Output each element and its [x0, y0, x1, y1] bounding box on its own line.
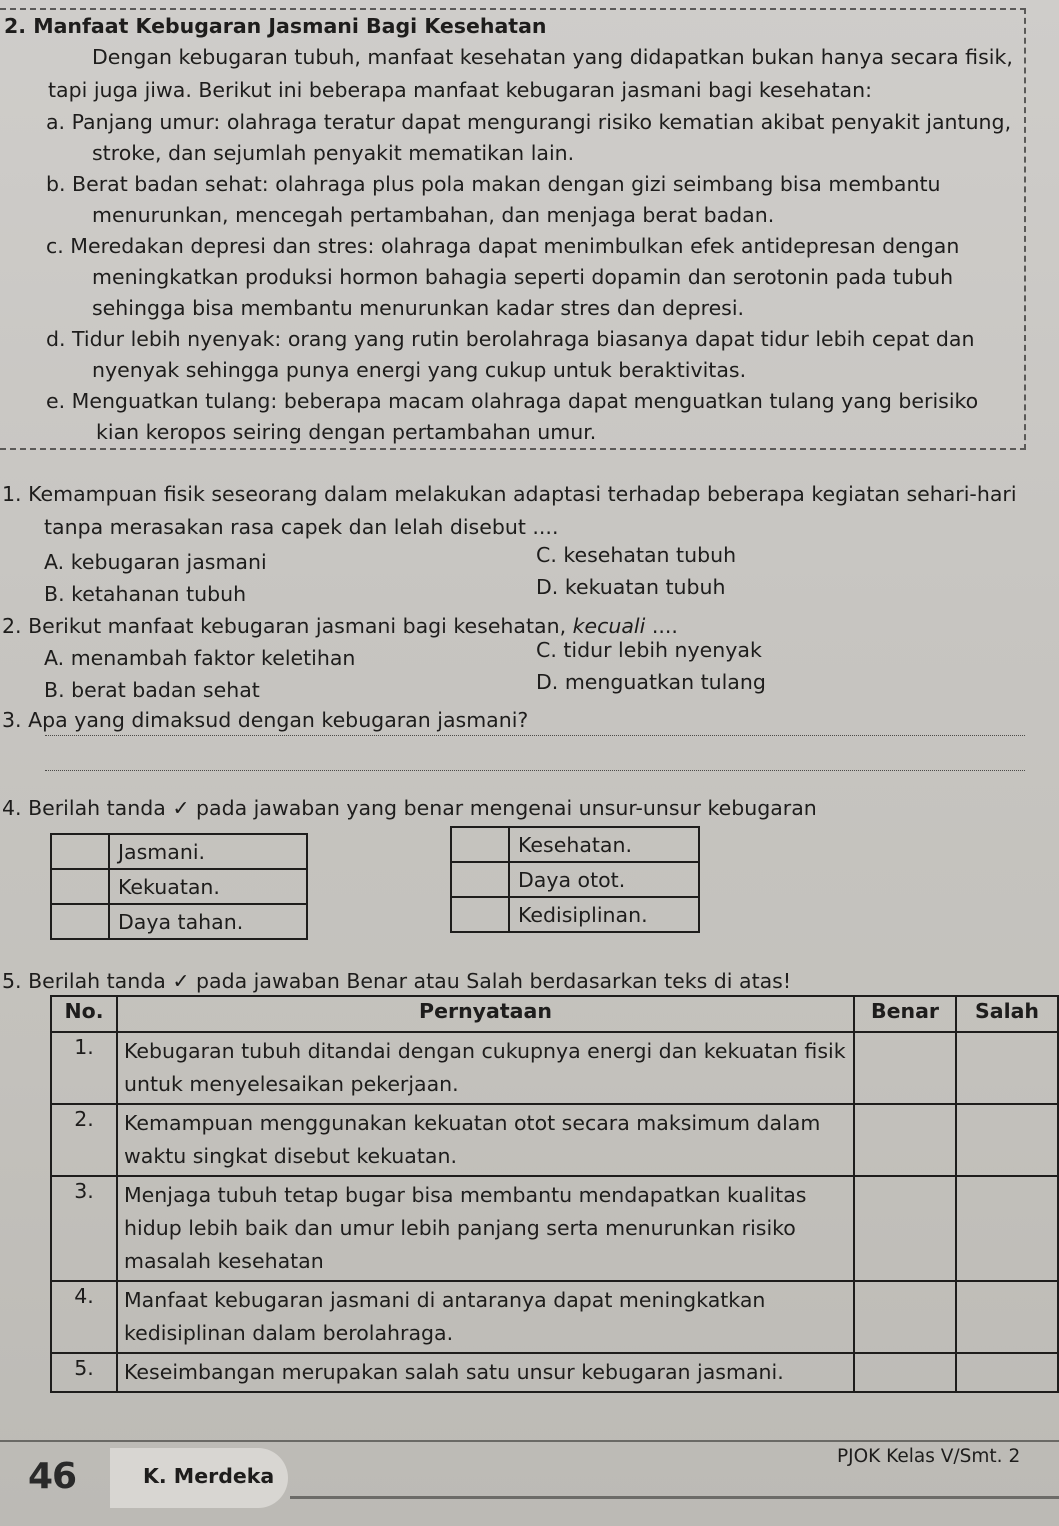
- true-cell[interactable]: [854, 1281, 956, 1353]
- false-cell[interactable]: [956, 1176, 1058, 1281]
- item-label: Kekuatan.: [109, 869, 307, 904]
- benefit-d: d. Tidur lebih nyenyak: orang yang rutin berolahraga biasanya dapat tidur lebih cepat dan: [46, 327, 975, 351]
- col-false: Salah: [956, 996, 1058, 1032]
- false-cell[interactable]: [956, 1104, 1058, 1176]
- checkbox-cell[interactable]: [451, 827, 509, 862]
- q2-option-a[interactable]: A. menambah faktor keletihan: [44, 646, 356, 670]
- table-row: [51, 1176, 1058, 1281]
- table-row: [51, 1032, 1058, 1104]
- question-2-exception: kecuali: [572, 614, 646, 638]
- benefit-c-cont2: sehingga bisa membantu menurunkan kadar stres dan depresi.: [92, 296, 745, 320]
- paragraph-line: tapi juga jiwa. Berikut ini beberapa manfaat kebugaran jasmani bagi kesehatan:: [48, 78, 873, 102]
- table-row: [51, 1353, 1058, 1392]
- true-false-table: [50, 995, 1059, 1393]
- table-row: [51, 1104, 1058, 1176]
- q2-option-b[interactable]: B. berat badan sehat: [44, 678, 260, 702]
- item-label: Jasmani.: [109, 834, 307, 869]
- table-row: [51, 1281, 1058, 1353]
- true-cell[interactable]: [854, 1176, 956, 1281]
- row-number: 1.: [51, 1032, 117, 1104]
- question-2-text: 2. Berikut manfaat kebugaran jasmani bagi kesehatan,: [2, 614, 573, 638]
- answer-line[interactable]: [45, 770, 1025, 771]
- checkbox-cell[interactable]: [51, 834, 109, 869]
- item-label: Kedisiplinan.: [509, 897, 699, 932]
- row-number: 3.: [51, 1176, 117, 1281]
- checkbox-cell[interactable]: [51, 869, 109, 904]
- item-label: Kesehatan.: [509, 827, 699, 862]
- true-cell[interactable]: [854, 1032, 956, 1104]
- paragraph-line: Dengan kebugaran tubuh, manfaat kesehatan yang didapatkan bukan hanya secara fisik,: [92, 45, 1013, 69]
- item-label: Daya tahan.: [109, 904, 307, 939]
- section-heading: 2. Manfaat Kebugaran Jasmani Bagi Kesehatan: [4, 14, 547, 38]
- benefit-e: e. Menguatkan tulang: beberapa macam olahraga dapat menguatkan tulang yang berisiko: [46, 389, 979, 413]
- row-statement: Manfaat kebugaran jasmani di antaranya dapat meningkatkan kedisiplinan dalam berolahraga.: [117, 1281, 854, 1353]
- course-label: PJOK Kelas V/Smt. 2: [837, 1446, 1021, 1467]
- false-cell[interactable]: [956, 1032, 1058, 1104]
- true-cell[interactable]: [854, 1353, 956, 1392]
- page-number: 46: [28, 1456, 77, 1497]
- col-no: No.: [51, 996, 117, 1032]
- benefit-c: c. Meredakan depresi dan stres: olahraga dapat menimbulkan efek antidepresan dengan: [46, 234, 960, 258]
- row-number: 5.: [51, 1353, 117, 1392]
- benefit-c-cont: meningkatkan produksi hormon bahagia seperti dopamin dan serotonin pada tubuh: [92, 265, 954, 289]
- item-label: Daya otot.: [509, 862, 699, 897]
- benefit-a: a. Panjang umur: olahraga teratur dapat mengurangi risiko kematian akibat penyakit jantung,: [46, 110, 1012, 134]
- q4-table-right: [450, 826, 700, 933]
- benefit-b: b. Berat badan sehat: olahraga plus pola makan dengan gizi seimbang bisa membantu: [46, 172, 941, 196]
- question-1-cont: tanpa merasakan rasa capek dan lelah disebut ....: [44, 515, 559, 539]
- question-3: 3. Apa yang dimaksud dengan kebugaran jasmani?: [2, 708, 529, 732]
- publisher-label: K. Merdeka: [143, 1464, 275, 1488]
- false-cell[interactable]: [956, 1281, 1058, 1353]
- q1-option-a[interactable]: A. kebugaran jasmani: [44, 550, 267, 574]
- col-statement: Pernyataan: [117, 996, 854, 1032]
- question-1: 1. Kemampuan fisik seseorang dalam melakukan adaptasi terhadap beberapa kegiatan sehari-hari: [2, 482, 1017, 506]
- checkbox-cell[interactable]: [451, 897, 509, 932]
- footer-divider: [290, 1496, 1059, 1499]
- question-2-ellipsis: ....: [645, 614, 678, 638]
- q1-option-b[interactable]: B. ketahanan tubuh: [44, 582, 247, 606]
- benefit-a-cont: stroke, dan sejumlah penyakit mematikan lain.: [92, 141, 575, 165]
- checkbox-cell[interactable]: [51, 904, 109, 939]
- q1-option-c[interactable]: C. kesehatan tubuh: [536, 543, 737, 567]
- row-statement: Keseimbangan merupakan salah satu unsur kebugaran jasmani.: [117, 1353, 854, 1392]
- question-2: [2, 614, 678, 638]
- benefit-b-cont: menurunkan, mencegah pertambahan, dan menjaga berat badan.: [92, 203, 775, 227]
- question-5: 5. Berilah tanda ✓ pada jawaban Benar atau Salah berdasarkan teks di atas!: [2, 969, 792, 993]
- benefit-e-cont: kian keropos seiring dengan pertambahan umur.: [96, 420, 597, 444]
- false-cell[interactable]: [956, 1353, 1058, 1392]
- q2-option-d[interactable]: D. menguatkan tulang: [536, 670, 766, 694]
- true-cell[interactable]: [854, 1104, 956, 1176]
- q2-option-c[interactable]: C. tidur lebih nyenyak: [536, 638, 762, 662]
- benefit-d-cont: nyenyak sehingga punya energi yang cukup untuk beraktivitas.: [92, 358, 747, 382]
- q4-table-left: [50, 833, 308, 940]
- row-statement: Kebugaran tubuh ditandai dengan cukupnya energi dan kekuatan fisik untuk menyelesaikan pekerjaan.: [117, 1032, 854, 1104]
- col-true: Benar: [854, 996, 956, 1032]
- row-statement: Kemampuan menggunakan kekuatan otot secara maksimum dalam waktu singkat disebut kekuatan.: [117, 1104, 854, 1176]
- row-number: 2.: [51, 1104, 117, 1176]
- row-statement: Menjaga tubuh tetap bugar bisa membantu mendapatkan kualitas hidup lebih baik dan umur lebih panjang serta menurunkan risiko masalah kesehatan: [117, 1176, 854, 1281]
- answer-line[interactable]: [45, 735, 1025, 736]
- q1-option-d[interactable]: D. kekuatan tubuh: [536, 575, 726, 599]
- info-box: [0, 8, 1026, 450]
- checkbox-cell[interactable]: [451, 862, 509, 897]
- row-number: 4.: [51, 1281, 117, 1353]
- question-4: 4. Berilah tanda ✓ pada jawaban yang benar mengenai unsur-unsur kebugaran: [2, 796, 817, 820]
